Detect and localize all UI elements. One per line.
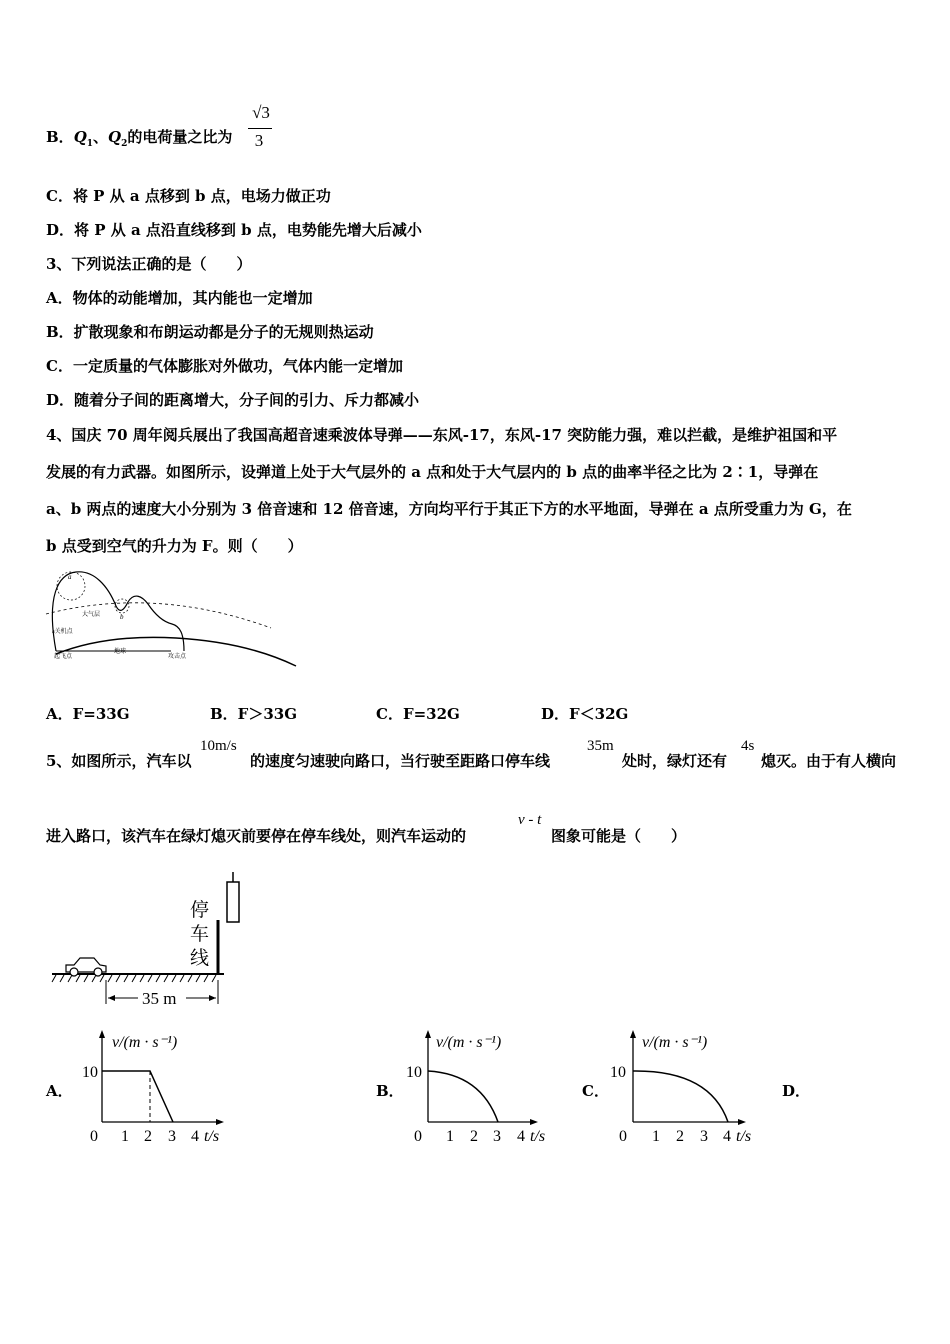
q5-option-b: B． <box>376 1082 404 1100</box>
fig-label-a: a <box>68 573 72 581</box>
graph-a-tick-2: 2 <box>144 1128 152 1145</box>
q2-fraction-denominator: 3 <box>254 131 264 150</box>
graph-b-tick-1: 1 <box>446 1128 454 1145</box>
q4-stem-line4: b 点受到空气的升力为 F。则（ ） <box>46 537 303 555</box>
stopline-char-2: 车 <box>190 924 210 945</box>
fig-label-target: 攻击点 <box>168 654 187 660</box>
graph-c-tick-3: 3 <box>700 1128 708 1145</box>
q2-fraction-bar <box>248 128 272 129</box>
graph-c-tick-1: 1 <box>652 1128 660 1145</box>
graph-a-tick-4: 4 <box>191 1128 199 1145</box>
graph-c-xlabel: t/s <box>736 1128 752 1145</box>
q4-stem-line1: 4、国庆 70 周年阅兵展出了我国高超音速乘波体导弹——东风-17，东风-17 突防能力强，难以拦截，是维护祖国和平 <box>46 426 838 444</box>
stopline-char-3: 线 <box>190 948 210 969</box>
q5-stem-part4: 熄灭。由于有人横向 <box>761 752 897 770</box>
q5-stem-part2: 的速度匀速驶向路口，当行驶至距路口停车线 <box>250 752 551 770</box>
q2-q2-symbol: Q <box>108 128 122 146</box>
graph-c-tick-4: 4 <box>723 1128 731 1145</box>
q3-option-c: C．一定质量的气体膨胀对外做功，气体内能一定增加 <box>46 357 403 375</box>
distance-label: 35 m <box>142 989 177 1008</box>
graph-c-curve <box>633 1071 728 1122</box>
fig-label-b: b <box>120 613 124 621</box>
q5-speed: 10m/s <box>200 738 237 754</box>
graph-c-y10: 10 <box>610 1064 626 1081</box>
graph-b-y10: 10 <box>406 1064 422 1081</box>
graph-a <box>82 1030 232 1145</box>
q5-distance: 35m <box>587 738 614 754</box>
q2-option-b-prefix: B． <box>46 128 74 146</box>
q2-option-c: C．将 P 从 a 点移到 b 点，电场力做正功 <box>46 187 331 205</box>
graph-b-tick-3: 3 <box>493 1128 501 1145</box>
graph-b-xlabel: t/s <box>530 1128 546 1145</box>
missile-trajectory-figure <box>46 566 301 671</box>
q4-option-d: D．F＜32G <box>541 705 629 723</box>
graph-a-tick-0: 0 <box>90 1128 98 1145</box>
car-stopline-figure <box>52 872 252 1012</box>
graph-a-curve <box>102 1071 173 1122</box>
q2-option-b <box>46 127 232 154</box>
q5-option-d: D． <box>782 1082 811 1100</box>
q2-q1-symbol: Q <box>73 128 87 146</box>
fig-label-launch: 起飞点 <box>54 654 73 660</box>
q2-q2-subscript: 2 <box>121 139 128 149</box>
graph-a-tick-1: 1 <box>121 1128 129 1145</box>
graph-b-ylabel: v/(m · s⁻¹) <box>436 1034 502 1051</box>
q5-option-c: C． <box>582 1082 609 1100</box>
graph-a-ylabel: v/(m · s⁻¹) <box>112 1034 178 1051</box>
q3-option-d: D．随着分子间的距离增大，分子间的引力、斥力都减小 <box>46 391 420 409</box>
q4-stem-line3: a、b 两点的速度大小分别为 3 倍音速和 12 倍音速，方向均平行于其正下方的水平地面，导弹在 a 点所受重力为 G，在 <box>46 500 852 518</box>
stopline-char-1: 停 <box>190 900 210 921</box>
q4-option-c: C．F=32G <box>376 705 460 723</box>
graph-c <box>610 1030 765 1145</box>
q5-stem-part1: 5、如图所示，汽车以 <box>46 752 192 770</box>
graph-b-curve <box>428 1071 498 1122</box>
graph-b <box>406 1030 556 1145</box>
graph-b-tick-2: 2 <box>470 1128 478 1145</box>
graph-b-tick-0: 0 <box>414 1128 422 1145</box>
q4-option-b: B．F＞33G <box>210 705 298 723</box>
q5-stem-line2b: 图象可能是（ ） <box>551 827 687 845</box>
q2-option-b-text: 的电荷量之比为 <box>127 128 233 146</box>
stopline-label <box>190 899 214 969</box>
q3-option-b: B．扩散现象和布朗运动都是分子的无规则热运动 <box>46 323 374 341</box>
q2-fraction-numerator: √3 <box>252 103 270 122</box>
graph-c-ylabel: v/(m · s⁻¹) <box>642 1034 708 1051</box>
q5-stem-line2a: 进入路口，该汽车在绿灯熄灭前要停在停车线处，则汽车运动的 <box>46 827 467 845</box>
fig-label-earth: 地球 <box>114 649 127 655</box>
fig-label-shutdown: a关机点 <box>52 629 73 635</box>
q2-q1-subscript: 1 <box>86 139 94 149</box>
q2-separator: 、 <box>93 128 109 146</box>
q3-option-a: A．物体的动能增加，其内能也一定增加 <box>46 289 313 307</box>
q4-option-a: A．F=33G <box>46 705 130 723</box>
q4-stem-line2: 发展的有力武器。如图所示，设弹道上处于大气层外的 a 点和处于大气层内的 b 点的曲率半径之比为 2∶1，导弹在 <box>46 463 819 481</box>
q3-stem: 3、下列说法正确的是（ ） <box>46 255 252 273</box>
fig-label-atmosphere: 大气层 <box>82 612 101 618</box>
graph-c-tick-0: 0 <box>619 1128 627 1145</box>
q5-vt-symbol: v - t <box>518 812 542 828</box>
graph-c-tick-2: 2 <box>676 1128 684 1145</box>
graph-a-y10: 10 <box>82 1064 98 1081</box>
q5-stem-part3: 处时，绿灯还有 <box>622 752 728 770</box>
q5-option-a: A． <box>46 1082 73 1100</box>
graph-a-tick-3: 3 <box>168 1128 176 1145</box>
q2-option-d: D．将 P 从 a 点沿直线移到 b 点，电势能先增大后减小 <box>46 221 422 239</box>
q5-time: 4s <box>741 738 755 754</box>
graph-a-xlabel: t/s <box>204 1128 220 1145</box>
graph-b-tick-4: 4 <box>517 1128 525 1145</box>
